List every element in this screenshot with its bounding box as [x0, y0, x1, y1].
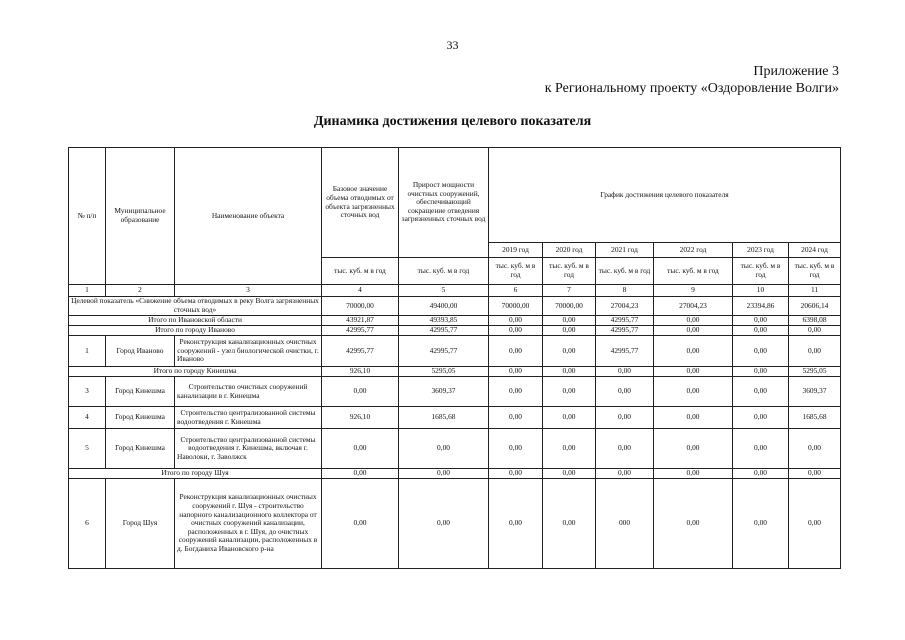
municipality-cell: Город Кинешма: [106, 407, 175, 429]
value-cell: 0,00: [322, 429, 399, 469]
appendix-line-1: Приложение 3: [753, 64, 839, 79]
value-cell: 0,00: [654, 336, 733, 367]
value-cell: 0,00: [543, 479, 596, 569]
value-cell: 27004,23: [596, 297, 654, 316]
value-cell: 0,00: [543, 429, 596, 469]
object-name-cell: Реконструкция канализационных очистных сооружений - узел биологической очистки, г. Иваново: [175, 336, 322, 367]
value-cell: 926,10: [322, 407, 399, 429]
value-cell: 1685,68: [789, 407, 841, 429]
value-cell: 23394,86: [733, 297, 789, 316]
value-cell: 0,00: [489, 377, 543, 407]
municipality-cell: Город Шуя: [106, 479, 175, 569]
value-cell: 0,00: [789, 479, 841, 569]
header-base: Базовое значение объема отводимых от объекта загрязненных сточных вод: [322, 148, 399, 258]
value-cell: 42995,77: [322, 326, 399, 336]
column-number: 1: [69, 285, 106, 297]
value-cell: 0,00: [654, 429, 733, 469]
value-cell: 0,00: [654, 469, 733, 479]
header-increase: Прирост мощности очистных сооружений, обеспечивающий сокращение отведения загрязненных сточных вод: [399, 148, 489, 258]
value-cell: 42995,77: [399, 336, 489, 367]
column-number: 8: [596, 285, 654, 297]
header-year: 2023 год: [733, 243, 789, 258]
value-cell: 0,00: [322, 377, 399, 407]
total-region-row: [69, 316, 841, 326]
row-number: 3: [69, 377, 106, 407]
value-cell: 0,00: [489, 316, 543, 326]
column-numbers-row: [69, 285, 841, 297]
value-cell: 42995,77: [596, 336, 654, 367]
object-name-cell: Строительство очистных сооружений канализации в г. Кинешма: [175, 377, 322, 407]
object-name-cell: Строительство централизованной системы водоотведения г. Кинешма: [175, 407, 322, 429]
column-number: 3: [175, 285, 322, 297]
object-name-cell: Реконструкция канализационных очистных сооружений г. Шуя - строительство напорного канализационного коллектора от очистных сооружений канализации, расположенных в г. Шуя, до очистных сооружений канализации, расположенных в д. Богданиха Ивановского р-на: [175, 479, 322, 569]
value-cell: 0,00: [322, 479, 399, 569]
value-cell: 0,00: [733, 367, 789, 377]
value-cell: 0,00: [733, 479, 789, 569]
value-cell: 3609,37: [399, 377, 489, 407]
page-number: 33: [446, 38, 459, 52]
header-num: № п/п: [69, 148, 106, 285]
value-cell: 0,00: [654, 316, 733, 326]
value-cell: 70000,00: [543, 297, 596, 316]
value-cell: 0,00: [399, 479, 489, 569]
total-shuya-row: [69, 469, 841, 479]
column-number: 7: [543, 285, 596, 297]
unit-year: тыс. куб. м в год: [596, 258, 654, 285]
column-number: 11: [789, 285, 841, 297]
value-cell: 1685,68: [399, 407, 489, 429]
value-cell: 49400,00: [399, 297, 489, 316]
value-cell: 0,00: [654, 377, 733, 407]
value-cell: 0,00: [789, 429, 841, 469]
value-cell: 0,00: [489, 479, 543, 569]
column-number: 6: [489, 285, 543, 297]
header-year: 2024 год: [789, 243, 841, 258]
value-cell: 0,00: [489, 326, 543, 336]
value-cell: 0,00: [543, 367, 596, 377]
value-cell: 0,00: [733, 407, 789, 429]
row-number: 1: [69, 336, 106, 367]
value-cell: 0,00: [733, 377, 789, 407]
value-cell: 0,00: [789, 336, 841, 367]
value-cell: 0,00: [489, 429, 543, 469]
value-cell: 20606,14: [789, 297, 841, 316]
total-region-label: Итого по Ивановской области: [69, 316, 322, 326]
unit-year: тыс. куб. м в год: [489, 258, 543, 285]
column-number: 2: [106, 285, 175, 297]
row-number: 5: [69, 429, 106, 469]
value-cell: 0,00: [733, 429, 789, 469]
header-year: 2021 год: [596, 243, 654, 258]
header-schedule: График достижения целевого показателя: [489, 148, 841, 243]
object-row-6: [69, 479, 841, 569]
object-row-4: [69, 407, 841, 429]
column-number: 9: [654, 285, 733, 297]
document-title: Динамика достижения целевого показателя: [313, 114, 592, 129]
target-label: Целевой показатель «Снижение объема отводимых в реку Волга загрязненных сточных вод»: [69, 297, 322, 316]
total-ivanovo-row: [69, 326, 841, 336]
row-number: 6: [69, 479, 106, 569]
value-cell: 0,00: [733, 316, 789, 326]
total-kineshma-row: [69, 367, 841, 377]
value-cell: 5295,05: [399, 367, 489, 377]
municipality-cell: Город Кинешма: [106, 377, 175, 407]
value-cell: 0,00: [543, 407, 596, 429]
unit-increase: тыс. куб. м в год: [399, 258, 489, 285]
value-cell: 0,00: [789, 469, 841, 479]
value-cell: 0,00: [322, 469, 399, 479]
value-cell: 42995,77: [322, 336, 399, 367]
unit-year: тыс. куб. м в год: [789, 258, 841, 285]
value-cell: 0,00: [596, 407, 654, 429]
target-row: [69, 297, 841, 316]
unit-year: тыс. куб. м в год: [543, 258, 596, 285]
value-cell: 43921,87: [322, 316, 399, 326]
municipality-cell: Город Кинешма: [106, 429, 175, 469]
value-cell: 3609,37: [789, 377, 841, 407]
header-year: 2022 год: [654, 243, 733, 258]
value-cell: 0,00: [596, 469, 654, 479]
object-name-cell: Строительство централизованной системы водоотведения г. Кинешма, включая г. Наволоки, г. Заволжск: [175, 429, 322, 469]
value-cell: 0,00: [543, 316, 596, 326]
value-cell: 42995,77: [399, 326, 489, 336]
unit-year: тыс. куб. м в год: [654, 258, 733, 285]
value-cell: 000: [596, 479, 654, 569]
value-cell: 42995,77: [596, 316, 654, 326]
object-row-5: [69, 429, 841, 469]
total-shuya-label: Итого по городу Шуя: [69, 469, 322, 479]
value-cell: 0,00: [596, 377, 654, 407]
value-cell: 0,00: [789, 326, 841, 336]
municipality-cell: Город Иваново: [106, 336, 175, 367]
object-row-3: [69, 377, 841, 407]
header-row: [69, 148, 841, 243]
value-cell: 0,00: [399, 469, 489, 479]
value-cell: 0,00: [733, 469, 789, 479]
appendix-caption: [545, 63, 839, 97]
value-cell: 49393,85: [399, 316, 489, 326]
value-cell: 42995,77: [596, 326, 654, 336]
value-cell: 0,00: [654, 479, 733, 569]
object-row-1: [69, 336, 841, 367]
column-number: 5: [399, 285, 489, 297]
value-cell: 0,00: [543, 326, 596, 336]
value-cell: 70000,00: [489, 297, 543, 316]
total-ivanovo-label: Итого по городу Иваново: [69, 326, 322, 336]
value-cell: 0,00: [733, 336, 789, 367]
value-cell: 0,00: [399, 429, 489, 469]
value-cell: 0,00: [596, 429, 654, 469]
value-cell: 0,00: [543, 469, 596, 479]
header-object: Наименование объекта: [175, 148, 322, 285]
column-number: 4: [322, 285, 399, 297]
value-cell: 0,00: [489, 407, 543, 429]
value-cell: 0,00: [654, 407, 733, 429]
value-cell: 27004,23: [654, 297, 733, 316]
value-cell: 70000,00: [322, 297, 399, 316]
value-cell: 0,00: [489, 336, 543, 367]
target-indicator-table: [68, 147, 841, 569]
value-cell: 0,00: [733, 326, 789, 336]
value-cell: 6398,08: [789, 316, 841, 326]
row-number: 4: [69, 407, 106, 429]
header-municipality: Муниципальное образование: [106, 148, 175, 285]
value-cell: 0,00: [596, 367, 654, 377]
unit-base: тыс. куб. м в год: [322, 258, 399, 285]
unit-year: тыс. куб. м в год: [733, 258, 789, 285]
value-cell: 0,00: [654, 367, 733, 377]
value-cell: 5295,05: [789, 367, 841, 377]
header-year: 2019 год: [489, 243, 543, 258]
column-number: 10: [733, 285, 789, 297]
total-kineshma-label: Итого по городу Кинешма: [69, 367, 322, 377]
value-cell: 0,00: [489, 367, 543, 377]
value-cell: 926,10: [322, 367, 399, 377]
value-cell: 0,00: [543, 377, 596, 407]
appendix-line-2: к Региональному проекту «Оздоровление Волги»: [544, 81, 839, 96]
header-year: 2020 год: [543, 243, 596, 258]
value-cell: 0,00: [543, 336, 596, 367]
value-cell: 0,00: [489, 469, 543, 479]
value-cell: 0,00: [654, 326, 733, 336]
